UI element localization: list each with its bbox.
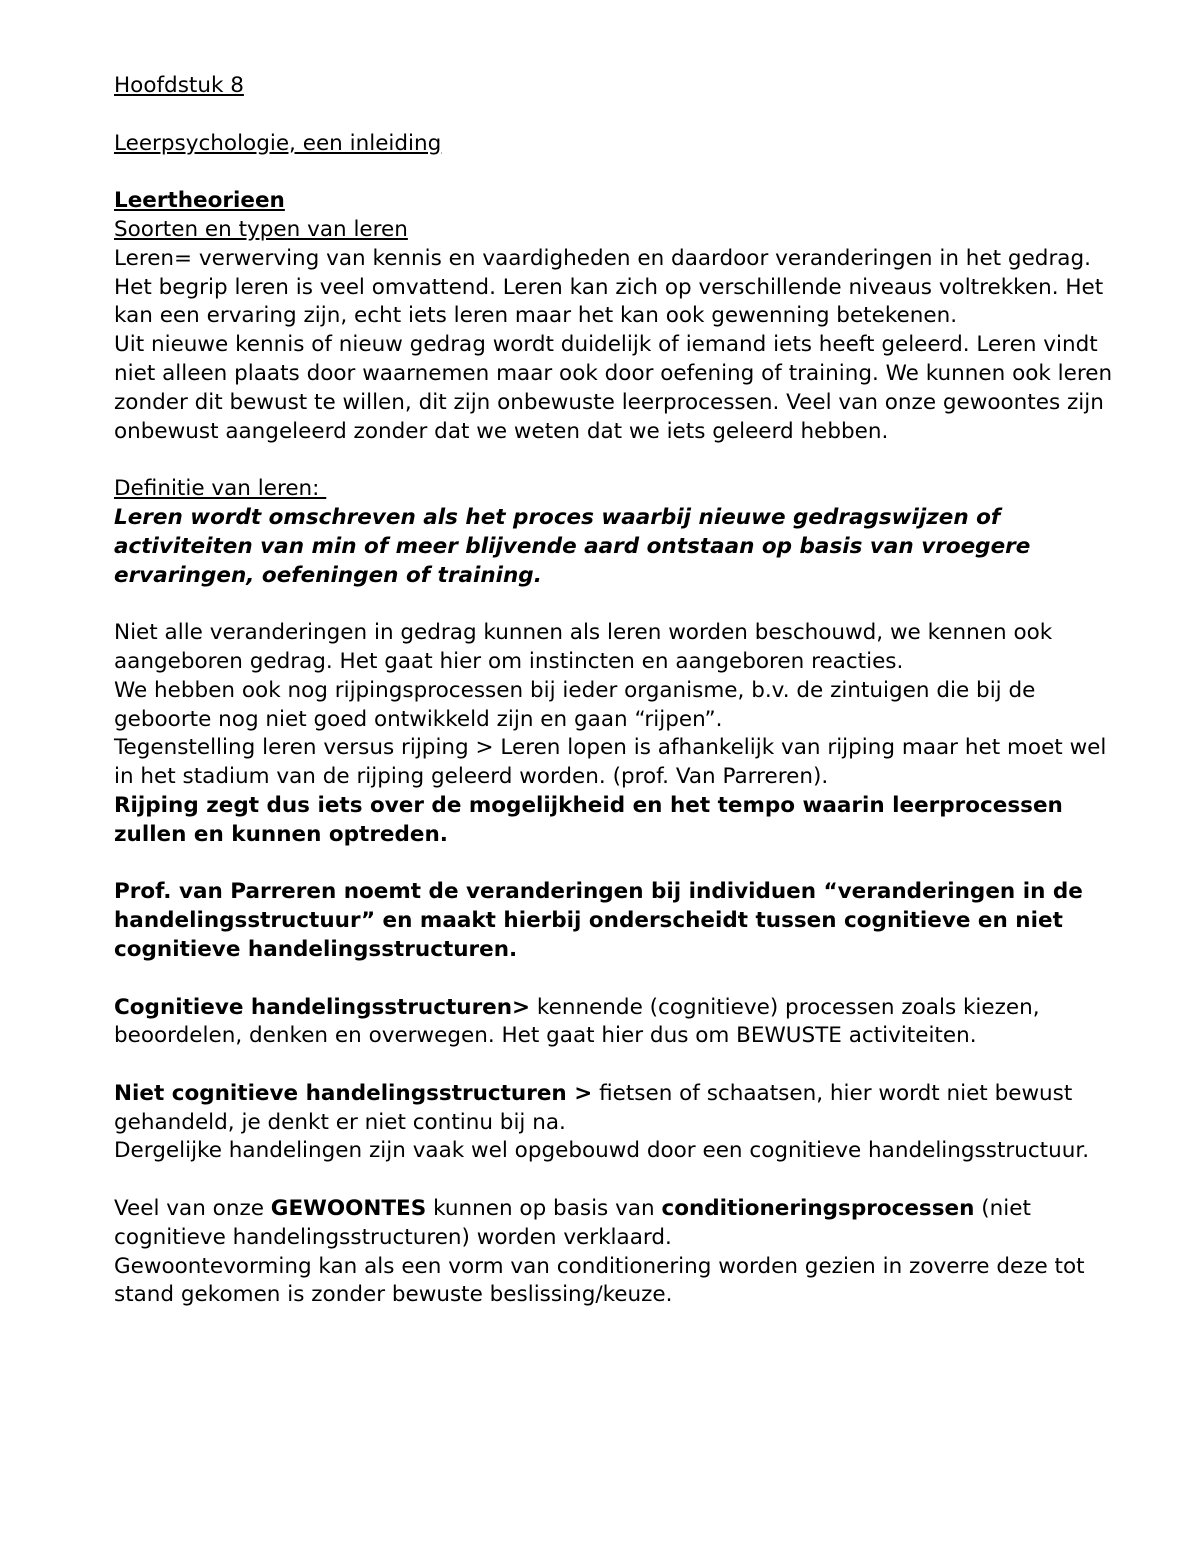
spacer [114, 590, 1114, 619]
spacer [114, 965, 1114, 994]
paragraph-8: Dergelijke handelingen zijn vaak wel opgebouwd door een cognitieve handelingsstructuur. [114, 1138, 1090, 1164]
document-subtitle: Leerpsychologie, een inleiding [114, 130, 442, 156]
habits-bold-1: GEWOONTES [270, 1196, 427, 1222]
spacer [114, 1166, 1114, 1195]
cognitive-term: Cognitieve handelingsstructuren> [114, 994, 531, 1020]
document-page [114, 72, 1114, 1310]
section-heading: Leertheorieen [114, 188, 285, 214]
habits-text-2: kunnen op basis van [426, 1196, 662, 1222]
non-cognitive-paragraph [114, 1080, 1114, 1138]
habits-text-1: Veel van onze [114, 1196, 271, 1222]
paragraph-2: Uit nieuwe kennis of nieuw gedrag wordt duidelijk of iemand iets heeft geleerd. Leren vindt niet alleen plaats door waarnemen maar ook door oefening of training. We kunnen ook leren zonder dit bewust te willen, dit zijn onbewuste leerprocessen. Veel van onze gewoontes zijn onbewust aangeleerd zonder dat we weten dat we iets geleerd hebben. [114, 332, 1113, 444]
paragraph-9: Gewoontevorming kan als een vorm van conditionering worden gezien in zoverre deze tot stand gekomen is zonder bewuste beslissing/keuze. [114, 1253, 1085, 1308]
intro-paragraph: Leren= verwerving van kennis en vaardigheden en daardoor veranderingen in het gedrag. Het begrip leren is veel omvattend. Leren kan zich op verschillende niveaus voltrekken. Het kan een ervaring zijn, echt iets leren maar het kan ook gewenning betekenen. [114, 245, 1104, 329]
habits-text-3: (niet cognitieve handelingsstructuren) worden verklaard. [114, 1196, 1031, 1250]
chapter-title: Hoofdstuk 8 [114, 73, 244, 98]
habits-paragraph [114, 1195, 1114, 1253]
paragraph-7: Prof. van Parreren noemt de veranderingen bij individuen “veranderingen in de handelingsstructuur” en maakt hierbij onderscheidt tussen cognitieve en niet cognitieve handelingsstructuren. [114, 879, 1083, 962]
cognitive-paragraph [114, 994, 1114, 1052]
subsection-heading: Soorten en typen van leren [114, 216, 408, 242]
definition-text: Leren wordt omschreven als het proces waarbij nieuwe gedragswijzen of activiteiten van min of meer blijvende aard ontstaan op basis van vroegere ervaringen, oefeningen of training. [114, 504, 1031, 588]
spacer [114, 158, 1114, 187]
non-cognitive-text: fietsen of schaatsen, hier wordt niet bewust gehandeld, je denkt er niet continu bij na. [114, 1080, 1073, 1135]
paragraph-5: Tegenstelling leren versus rijping > Leren lopen is afhankelijk van rijping maar het moet wel in het stadium van de rijping geleerd worden. (prof. Van Parreren). [114, 735, 1107, 790]
paragraph-6: Rijping zegt dus iets over de mogelijkheid en het tempo waarin leerprocessen zullen en kunnen optreden. [114, 792, 1063, 847]
paragraph-3: Niet alle veranderingen in gedrag kunnen als leren worden beschouwd, we kennen ook aangeboren gedrag. Het gaat hier om instincten en aangeboren reacties. [114, 620, 1053, 674]
spacer [114, 446, 1114, 475]
definition-label: Definitie van leren: [114, 476, 327, 502]
paragraph-4: We hebben ook nog rijpingsprocessen bij ieder organisme, b.v. de zintuigen die bij de geboorte nog niet goed ontwikkeld zijn en gaan “rijpen”. [114, 677, 1036, 732]
habits-bold-2: conditioneringsprocessen [661, 1196, 975, 1222]
spacer [114, 1051, 1114, 1080]
non-cognitive-term: Niet cognitieve handelingsstructuren > [114, 1080, 593, 1106]
cognitive-text: kennende (cognitieve) processen zoals kiezen, beoordelen, denken en overwegen. Het gaat hier dus om BEWUSTE activiteiten. [114, 994, 1040, 1049]
spacer [114, 850, 1114, 879]
spacer [114, 101, 1114, 130]
